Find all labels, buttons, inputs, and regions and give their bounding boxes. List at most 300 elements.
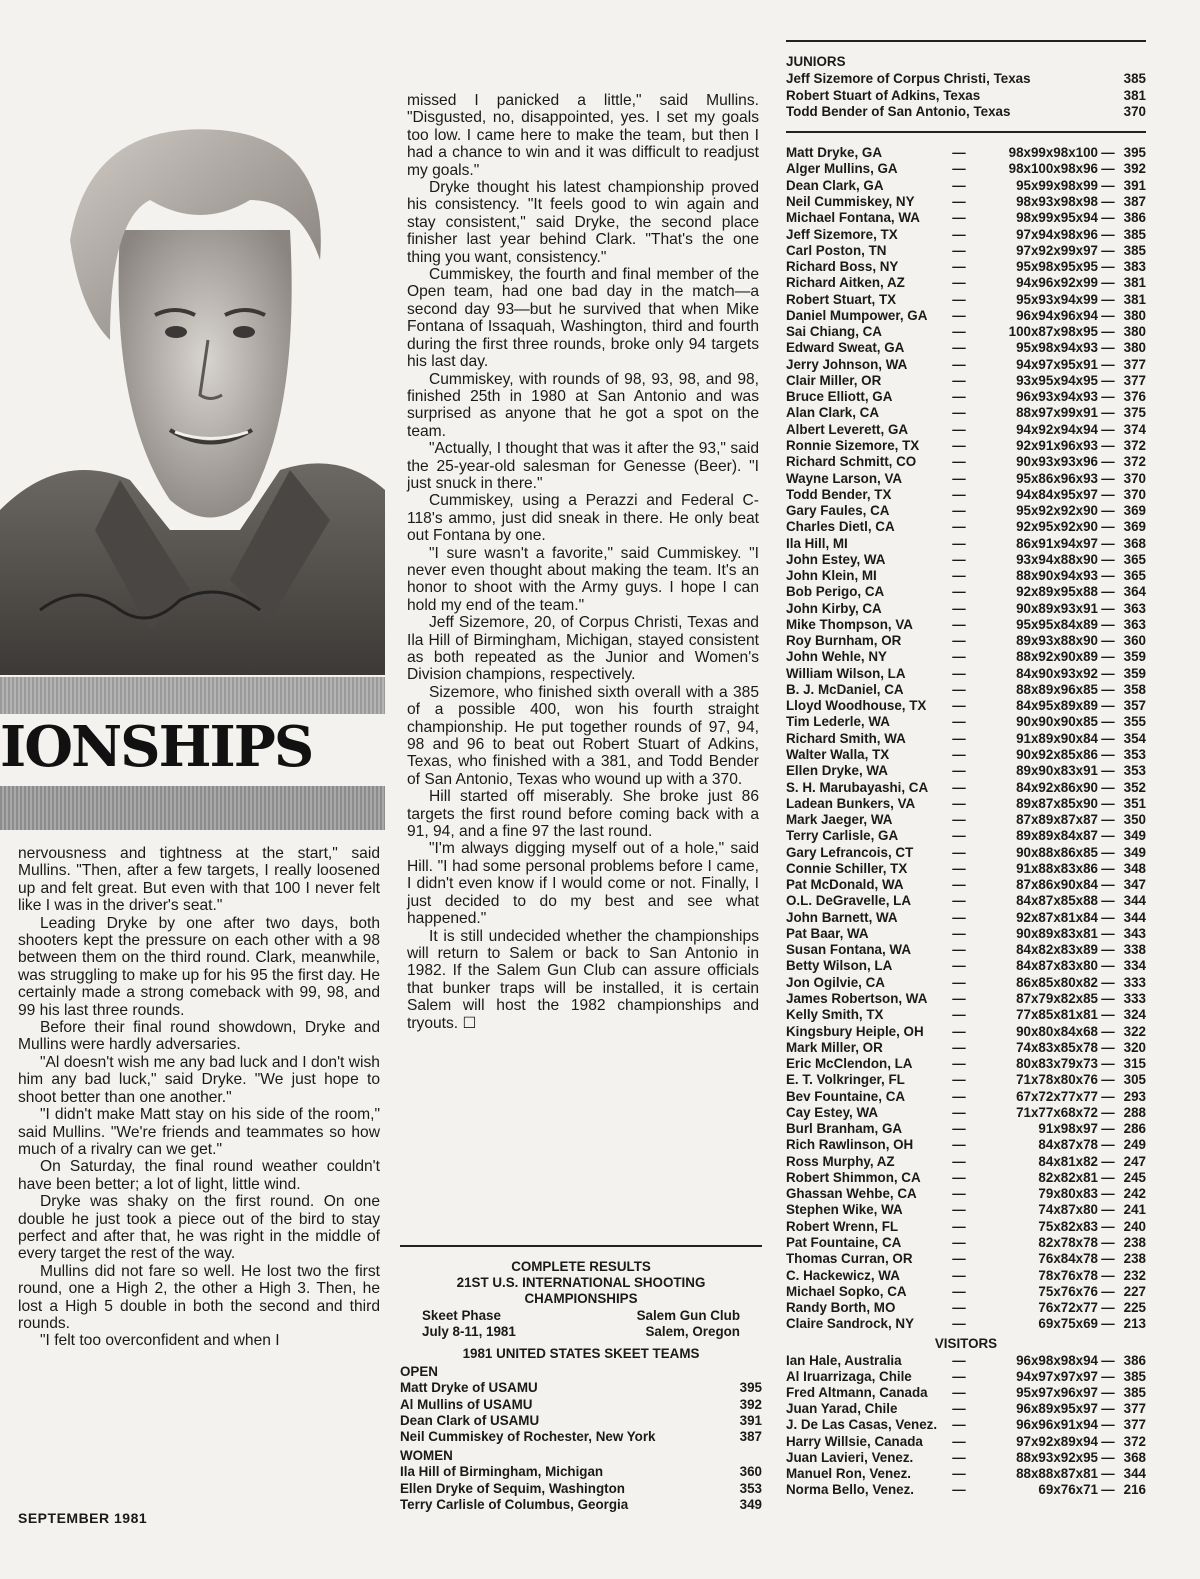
table-row — [786, 1353, 1146, 1369]
event-dates: July 8-11, 1981 — [422, 1323, 516, 1339]
table-row — [786, 893, 1146, 909]
dash-separator: — — [1101, 1482, 1115, 1498]
dash-separator: — — [952, 1218, 966, 1234]
dash-separator: — — [952, 698, 966, 714]
dash-separator: — — [1101, 991, 1115, 1006]
table-row — [786, 584, 1146, 600]
round-scores: 84x87x83x80 — [1016, 958, 1098, 974]
member-name: Terry Carlisle of Columbus, Georgia — [400, 1496, 629, 1512]
round-scores: 89x93x88x90 — [1016, 633, 1098, 649]
total-score: 355 — [1123, 714, 1146, 730]
dash-separator: — — [1101, 828, 1115, 844]
table-row — [786, 227, 1146, 243]
team-member-row — [400, 1497, 762, 1513]
dash-separator: — — [1101, 1352, 1115, 1368]
table-row — [786, 682, 1146, 698]
dash-separator: — — [952, 681, 966, 697]
dash-separator: — — [952, 714, 966, 730]
dash-separator: — — [952, 991, 966, 1006]
results-subtitle: 21ST U.S. INTERNATIONAL SHOOTING — [456, 1275, 706, 1291]
table-row — [786, 828, 1146, 844]
round-scores: 88x92x90x89 — [1016, 649, 1098, 665]
total-score: 333 — [1123, 991, 1146, 1006]
dash-separator: — — [1101, 1300, 1115, 1316]
article-paragraph: Dryke was shaky on the first round. On one double he just took a piece out of the bird to stay perfect and after that, he was right in the middle of every target the rest of the way. — [18, 1193, 380, 1263]
total-score: 365 — [1123, 551, 1146, 567]
total-score: 227 — [1123, 1283, 1146, 1299]
dash-separator: — — [1101, 649, 1115, 665]
total-score: 391 — [1123, 177, 1146, 193]
total-score: 395 — [1123, 145, 1146, 161]
article-paragraph: Cummiskey, with rounds of 98, 93, 98, and 98, finished 25th in 1980 at San Antonio and was surprised as anyone that he got a spot on the team. — [407, 370, 759, 440]
shooter-name: Harry Willsie, Canada — [786, 1433, 923, 1449]
individual-scores-table — [786, 145, 1146, 1332]
dash-separator: — — [1101, 942, 1115, 958]
total-score: 385 — [1123, 242, 1146, 258]
total-score: 333 — [1123, 974, 1146, 990]
shooter-name: Alger Mullins, GA — [786, 161, 898, 177]
round-scores: 95x95x84x89 — [1016, 616, 1098, 632]
dash-separator: — — [952, 454, 966, 470]
total-score: 376 — [1123, 389, 1146, 405]
total-score: 385 — [1123, 226, 1146, 242]
total-score: 344 — [1123, 909, 1146, 925]
dash-separator: — — [1101, 779, 1115, 795]
shooter-name: Bob Perigo, CA — [786, 584, 885, 600]
round-scores: 86x85x80x82 — [1016, 974, 1098, 990]
dash-separator: — — [1101, 340, 1115, 356]
article-paragraph: nervousness and tightness at the start," said Mullins. "Then, after a few targets, I really loosened up and felt great. But even with that 100 I never felt like I was in the driver's seat." — [18, 845, 380, 915]
total-score: 392 — [1123, 161, 1146, 177]
dash-separator: — — [1101, 1283, 1115, 1299]
table-row — [786, 958, 1146, 974]
shooter-name: Ladean Bunkers, VA — [786, 795, 916, 811]
dash-separator: — — [1101, 1023, 1115, 1039]
round-scores: 90x88x86x85 — [1016, 844, 1098, 860]
total-score: 369 — [1123, 503, 1146, 519]
shooter-name: Albert Leverett, GA — [786, 421, 909, 437]
total-score: 359 — [1123, 665, 1146, 681]
total-score: 377 — [1123, 356, 1146, 372]
event-location: Salem, Oregon — [645, 1323, 740, 1339]
dash-separator: — — [952, 958, 966, 974]
dash-separator: — — [1101, 1121, 1115, 1137]
table-row — [786, 1251, 1146, 1267]
total-score: 322 — [1123, 1023, 1146, 1039]
dash-separator: — — [952, 1384, 966, 1400]
dash-separator: — — [1101, 877, 1115, 893]
shooter-name: Burl Branham, GA — [786, 1121, 903, 1137]
round-scores: 90x92x85x86 — [1016, 747, 1098, 763]
table-row — [786, 194, 1146, 210]
shooter-name: Ila Hill, MI — [786, 535, 848, 551]
shooter-name: Walter Walla, TX — [786, 747, 890, 763]
total-score: 343 — [1123, 925, 1146, 941]
total-score: 368 — [1123, 535, 1146, 551]
table-row — [786, 1154, 1146, 1170]
shooter-name: B. J. McDaniel, CA — [786, 681, 904, 697]
table-row — [786, 1466, 1146, 1482]
total-score: 320 — [1123, 1039, 1146, 1055]
table-row — [786, 1186, 1146, 1202]
dash-separator: — — [952, 1088, 966, 1104]
dash-separator: — — [952, 470, 966, 486]
shooter-name: Roy Burnham, OR — [786, 633, 902, 649]
table-row — [786, 714, 1146, 730]
dash-separator: — — [952, 1433, 966, 1449]
open-label: OPEN — [400, 1364, 438, 1380]
table-row — [786, 796, 1146, 812]
shooter-name: E. T. Volkringer, FL — [786, 1072, 905, 1088]
total-score: 347 — [1123, 877, 1146, 893]
round-scores: 98x100x98x96 — [1008, 161, 1098, 177]
dash-separator: — — [952, 503, 966, 519]
dash-separator: — — [1101, 974, 1115, 990]
shooter-name: Jon Ogilvie, CA — [786, 974, 885, 990]
table-row — [786, 617, 1146, 633]
round-scores: 76x72x77 — [1038, 1300, 1098, 1316]
table-row — [786, 1007, 1146, 1023]
dash-separator: — — [1101, 1218, 1115, 1234]
results-phase-row — [400, 1308, 762, 1324]
table-row — [786, 649, 1146, 665]
dash-separator: — — [1101, 893, 1115, 909]
dash-separator: — — [952, 1023, 966, 1039]
shooter-name: John Estey, WA — [786, 551, 886, 567]
table-row — [786, 666, 1146, 682]
table-row — [786, 1137, 1146, 1153]
shooter-name: Thomas Curran, OR — [786, 1251, 913, 1267]
dash-separator: — — [952, 1104, 966, 1120]
dash-separator: — — [952, 1368, 966, 1384]
round-scores: 69x76x71 — [1038, 1482, 1098, 1498]
dash-separator: — — [952, 210, 966, 226]
total-score: 240 — [1123, 1218, 1146, 1234]
dash-separator: — — [1101, 616, 1115, 632]
round-scores: 96x89x95x97 — [1016, 1401, 1098, 1417]
article-paragraph: Leading Dryke by one after two days, both shooters kept the pressure on each other with a 98 between them on the third round. Clark, meanwhile, was struggling to make up for his 95 the first day. He certainly made a strong comeback with 99, 98, and 99 his last three rounds. — [18, 914, 381, 1019]
complete-results-box — [400, 1245, 762, 1513]
table-row — [786, 1202, 1146, 1218]
dash-separator: — — [1101, 421, 1115, 437]
round-scores: 86x91x94x97 — [1016, 535, 1098, 551]
round-scores: 98x93x98x98 — [1016, 193, 1098, 209]
table-row — [786, 503, 1146, 519]
dash-separator: — — [952, 307, 966, 323]
table-row — [786, 1105, 1146, 1121]
dash-separator: — — [1101, 1202, 1115, 1218]
round-scores: 97x92x99x97 — [1016, 242, 1098, 258]
dash-separator: — — [952, 389, 966, 405]
table-row — [786, 1219, 1146, 1235]
team-member-row — [400, 1397, 762, 1413]
shooter-name: Wayne Larson, VA — [786, 470, 903, 486]
round-scores: 75x76x76 — [1038, 1283, 1098, 1299]
round-scores: 84x81x82 — [1038, 1153, 1098, 1169]
total-score: 238 — [1123, 1251, 1146, 1267]
team-member-row — [786, 71, 1146, 88]
table-row — [786, 975, 1146, 991]
shooter-name: Richard Schmitt, CO — [786, 454, 917, 470]
dash-separator: — — [1101, 226, 1115, 242]
article-paragraph: On Saturday, the final round weather couldn't have been better; a lot of light, little wind. — [18, 1158, 380, 1193]
round-scores: 95x92x92x90 — [1016, 503, 1098, 519]
dash-separator: — — [952, 942, 966, 958]
table-row — [786, 292, 1146, 308]
article-paragraph: Mullins did not fare so well. He lost two the first round, one a High 2, the other a High 3. Then, he lost a High 5 double in both the second and third rounds. — [18, 1262, 380, 1332]
shooter-name: Michael Sopko, CA — [786, 1283, 907, 1299]
dash-separator: — — [1101, 535, 1115, 551]
round-scores: 82x78x78 — [1038, 1234, 1098, 1250]
dash-separator: — — [952, 1251, 966, 1267]
total-score: 383 — [1123, 259, 1146, 275]
dash-separator: — — [952, 1234, 966, 1250]
shooter-name: John Wehle, NY — [786, 649, 887, 665]
article-paragraph: Jeff Sizemore, 20, of Corpus Christi, Texas and Ila Hill of Birmingham, Michigan, stayed consistent as both repeated as the Junior and Women's Division champions, respectively. — [407, 614, 759, 684]
dash-separator: — — [1101, 177, 1115, 193]
table-row — [786, 487, 1146, 503]
table-row — [786, 601, 1146, 617]
round-scores: 84x90x93x92 — [1016, 665, 1098, 681]
round-scores: 75x82x83 — [1038, 1218, 1098, 1234]
dash-separator: — — [1101, 958, 1115, 974]
total-score: 375 — [1123, 405, 1146, 421]
dash-separator: — — [1101, 1007, 1115, 1023]
dash-separator: — — [1101, 1417, 1115, 1433]
dash-separator: — — [1101, 161, 1115, 177]
dash-separator: — — [1101, 633, 1115, 649]
scores-column — [786, 40, 1146, 1498]
results-date-row — [400, 1324, 762, 1340]
round-scores: 76x84x78 — [1038, 1251, 1098, 1267]
table-row — [786, 161, 1146, 177]
member-name: Todd Bender of San Antonio, Texas — [786, 104, 1011, 120]
shooter-name: Mark Miller, OR — [786, 1039, 883, 1055]
total-score: 370 — [1123, 486, 1146, 502]
table-row — [786, 178, 1146, 194]
total-score: 380 — [1123, 340, 1146, 356]
total-score: 386 — [1123, 210, 1146, 226]
article-paragraph: missed I panicked a little," said Mullins. "Disgusted, no, disappointed, yes. I set my goals too low. I came here to make the team, but then I had a chance to win and it was difficult to readjust my goals." — [407, 92, 759, 179]
shooter-name: Neil Cummiskey, NY — [786, 193, 915, 209]
total-score: 232 — [1123, 1267, 1146, 1283]
round-scores: 93x95x94x95 — [1016, 372, 1098, 388]
article-paragraph: "I felt too overconfident and when I — [40, 1332, 280, 1350]
dash-separator: — — [952, 568, 966, 584]
total-score: 381 — [1123, 291, 1146, 307]
dash-separator: — — [1101, 1039, 1115, 1055]
dash-separator: — — [952, 259, 966, 275]
shooter-name: Carl Poston, TN — [786, 242, 887, 258]
dash-separator: — — [952, 1316, 966, 1332]
shooter-name: O.L. DeGravelle, LA — [786, 893, 912, 909]
shooter-name: John Barnett, WA — [786, 909, 898, 925]
article-paragraph: "I'm always digging myself out of a hole," said Hill. "I had some personal problems before I came, I didn't even know if I would come or not. Finally, I just decided to do my best and see what happened." — [407, 840, 759, 928]
table-row — [786, 991, 1146, 1007]
visitors-label: VISITORS — [934, 1335, 998, 1351]
table-row — [786, 1482, 1146, 1498]
member-score: 392 — [739, 1396, 762, 1412]
total-score: 351 — [1123, 795, 1146, 811]
shooter-name: Ghassan Wehbe, CA — [786, 1186, 917, 1202]
dash-separator: — — [952, 486, 966, 502]
round-scores: 95x97x96x97 — [1016, 1384, 1098, 1400]
shooter-name: Sai Chiang, CA — [786, 324, 882, 340]
total-score: 350 — [1123, 812, 1146, 828]
member-name: Robert Stuart of Adkins, Texas — [786, 87, 981, 103]
member-score: 349 — [739, 1496, 762, 1512]
round-scores: 94x96x92x99 — [1016, 275, 1098, 291]
shooter-name: Gary Faules, CA — [786, 503, 890, 519]
round-scores: 91x88x83x86 — [1016, 860, 1098, 876]
team-member-row — [786, 88, 1146, 105]
shooter-name: Norma Bello, Venez. — [786, 1482, 914, 1498]
shooter-name: Lloyd Woodhouse, TX — [786, 698, 927, 714]
round-scores: 80x83x79x73 — [1016, 1056, 1098, 1072]
table-row — [786, 259, 1146, 275]
table-row — [786, 1369, 1146, 1385]
dash-separator: — — [1101, 1137, 1115, 1153]
total-score: 348 — [1123, 860, 1146, 876]
dash-separator: — — [952, 633, 966, 649]
team-member-row — [786, 104, 1146, 121]
total-score: 344 — [1123, 893, 1146, 909]
round-scores: 95x93x94x99 — [1016, 291, 1098, 307]
round-scores: 96x98x98x94 — [1016, 1352, 1098, 1368]
member-name: Jeff Sizemore of Corpus Christi, Texas — [786, 70, 1031, 86]
total-score: 213 — [1123, 1316, 1146, 1332]
shooter-name: Todd Bender, TX — [786, 486, 892, 502]
round-scores: 98x99x95x94 — [1016, 210, 1098, 226]
article-paragraph: It is still undecided whether the championships will return to Salem or back to San Antonio in 1982. If the Salem Gun Club can assure officials that bunker traps will be installed, it is certain Salem will host the 1982 championships and tryouts. ☐ — [407, 927, 759, 1032]
total-score: 377 — [1123, 372, 1146, 388]
shooter-name: Richard Aitken, AZ — [786, 275, 905, 291]
round-scores: 90x80x84x68 — [1016, 1023, 1098, 1039]
table-row — [786, 942, 1146, 958]
phase-label: Skeet Phase — [422, 1307, 501, 1323]
round-scores: 91x98x97 — [1038, 1121, 1098, 1137]
round-scores: 88x97x99x91 — [1016, 405, 1098, 421]
dash-separator: — — [952, 730, 966, 746]
table-row — [786, 1235, 1146, 1251]
round-scores: 67x72x77x77 — [1016, 1088, 1098, 1104]
round-scores: 96x96x91x94 — [1016, 1417, 1098, 1433]
total-score: 334 — [1123, 958, 1146, 974]
round-scores: 96x94x96x94 — [1016, 307, 1098, 323]
dash-separator: — — [952, 519, 966, 535]
round-scores: 98x99x98x100 — [1008, 145, 1098, 161]
team-member-row — [400, 1464, 762, 1480]
open-team-list — [400, 1380, 762, 1445]
table-row — [786, 357, 1146, 373]
total-score: 364 — [1123, 584, 1146, 600]
dash-separator: — — [952, 421, 966, 437]
table-row — [786, 422, 1146, 438]
shooter-name: Bruce Elliott, GA — [786, 389, 893, 405]
shooter-name: Juan Yarad, Chile — [786, 1401, 898, 1417]
member-score: 387 — [739, 1429, 762, 1445]
page-footer-date: SEPTEMBER 1981 — [18, 1510, 148, 1526]
table-row — [786, 1300, 1146, 1316]
dash-separator: — — [1101, 1401, 1115, 1417]
dash-separator: — — [952, 828, 966, 844]
round-scores: 97x94x98x96 — [1016, 226, 1098, 242]
dash-separator: — — [1101, 1104, 1115, 1120]
total-score: 354 — [1123, 730, 1146, 746]
article-paragraph: Cummiskey, using a Perazzi and Federal C-118's ammo, just did sneak in there. He only beat out Fontana by one. — [407, 492, 759, 545]
article-paragraph: Before their final round showdown, Dryke and Mullins were hardly adversaries. — [18, 1019, 380, 1054]
shooter-name: Robert Shimmon, CA — [786, 1169, 921, 1185]
shooter-name: Kelly Smith, TX — [786, 1007, 884, 1023]
dash-separator: — — [952, 1007, 966, 1023]
dash-separator: — — [1101, 584, 1115, 600]
shooter-name: Susan Fontana, WA — [786, 942, 911, 958]
shooter-name: Jeff Sizemore, TX — [786, 226, 898, 242]
dash-separator: — — [952, 551, 966, 567]
dash-separator: — — [952, 1465, 966, 1481]
table-row — [786, 1089, 1146, 1105]
round-scores: 94x92x94x94 — [1016, 421, 1098, 437]
total-score: 245 — [1123, 1169, 1146, 1185]
article-paragraph: "I sure wasn't a favorite," said Cummiskey. "I never even thought about making the team. It's an honor to shoot with the Army guys. I hope I can hold my end of the team." — [407, 544, 759, 614]
results-subtitle-2: CHAMPIONSHIPS — [524, 1291, 638, 1307]
article-column-2 — [407, 92, 759, 1032]
dash-separator: — — [952, 1121, 966, 1137]
round-scores: 82x82x81 — [1038, 1169, 1098, 1185]
article-paragraph: "Actually, I thought that was it after the 93," said the 25-year-old salesman for Genesse (Beer). "I just snuck in there." — [407, 440, 759, 492]
table-row — [786, 275, 1146, 291]
total-score: 344 — [1123, 1465, 1146, 1481]
dash-separator: — — [1101, 372, 1115, 388]
total-score: 370 — [1123, 470, 1146, 486]
dash-separator: — — [1101, 1251, 1115, 1267]
round-scores: 90x90x90x85 — [1016, 714, 1098, 730]
dash-separator: — — [952, 763, 966, 779]
total-score: 377 — [1123, 1401, 1146, 1417]
dash-separator: — — [952, 1449, 966, 1465]
total-score: 238 — [1123, 1234, 1146, 1250]
shooter-name: J. De Las Casas, Venez. — [786, 1417, 938, 1433]
round-scores: 87x79x82x85 — [1016, 991, 1098, 1006]
dash-separator: — — [1101, 389, 1115, 405]
table-row — [786, 861, 1146, 877]
dash-separator: — — [1101, 714, 1115, 730]
shooter-name: Stephen Wike, WA — [786, 1202, 903, 1218]
shooter-name: Juan Lavieri, Venez. — [786, 1449, 914, 1465]
total-score: 372 — [1123, 454, 1146, 470]
round-scores: 84x87x85x88 — [1016, 893, 1098, 909]
shooter-name: Rich Rawlinson, OH — [786, 1137, 914, 1153]
table-row — [786, 910, 1146, 926]
shooter-name: Claire Sandrock, NY — [786, 1316, 915, 1332]
phase-venue: Salem Gun Club — [636, 1307, 740, 1323]
dash-separator: — — [952, 893, 966, 909]
member-name: Dean Clark of USAMU — [400, 1412, 540, 1428]
round-scores: 78x76x78 — [1038, 1267, 1098, 1283]
total-score: 293 — [1123, 1088, 1146, 1104]
dash-separator: — — [952, 600, 966, 616]
article-paragraph: Cummiskey, the fourth and final member of the Open team, had one bad day in the match—a second day 93—but he survived that when Mike Fontana of Issaquah, Washington, third and fourth during the first three rounds, broke only 94 targets his last day. — [407, 266, 759, 371]
round-scores: 88x90x94x93 — [1016, 568, 1098, 584]
dash-separator: — — [1101, 356, 1115, 372]
round-scores: 74x83x85x78 — [1016, 1039, 1098, 1055]
table-row — [786, 145, 1146, 161]
dash-separator: — — [952, 405, 966, 421]
team-member-row — [400, 1380, 762, 1396]
dash-separator: — — [952, 1153, 966, 1169]
dash-separator: — — [952, 340, 966, 356]
teams-title: 1981 UNITED STATES SKEET TEAMS — [462, 1346, 700, 1362]
